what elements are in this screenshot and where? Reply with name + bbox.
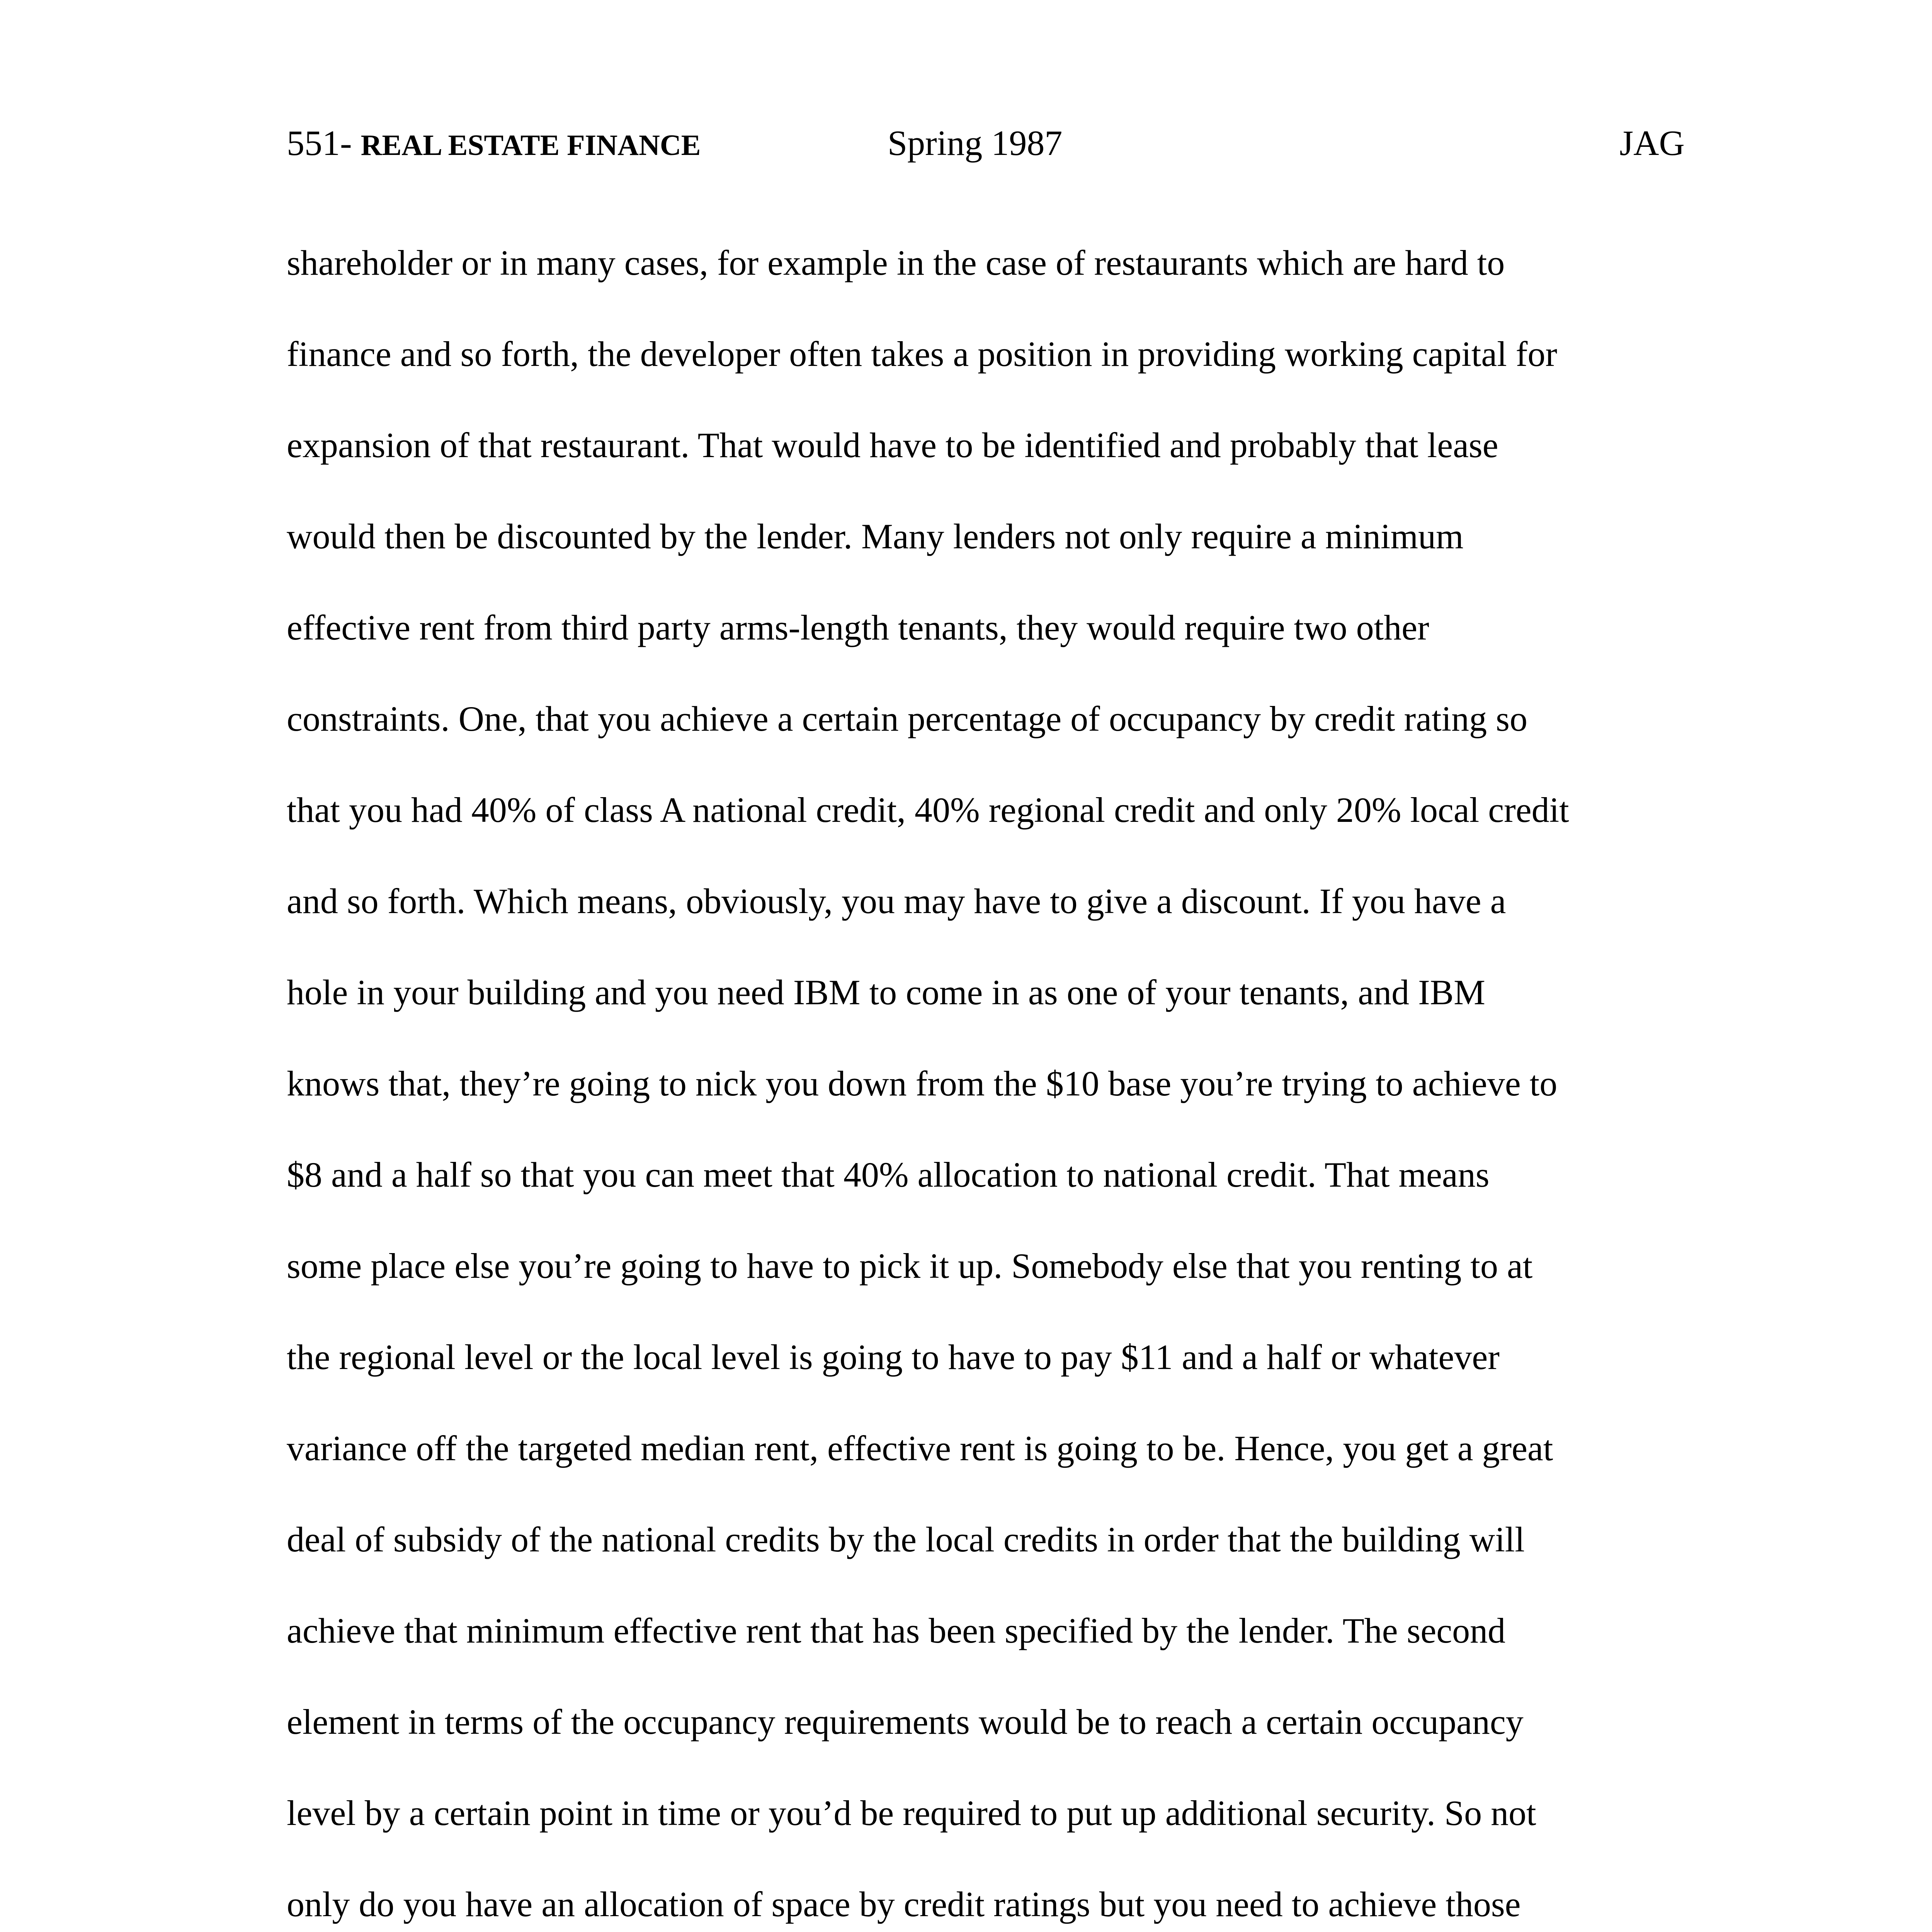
course-heading: [287, 116, 701, 172]
text-line: effective rent from third party arms-length tenants, they would require two other: [287, 608, 1429, 647]
text-line: deal of subsidy of the national credits by the local credits in order that the building will: [287, 1520, 1525, 1559]
course-number: 551-: [287, 123, 361, 163]
text-line: hole in your building and you need IBM to come in as one of your tenants, and IBM: [287, 973, 1485, 1012]
text-line: only do you have an allocation of space by credit ratings but you need to achieve those: [287, 1884, 1521, 1924]
text-line: achieve that minimum effective rent that has been specified by the lender. The second: [287, 1611, 1506, 1650]
text-line: the regional level or the local level is going to have to pay $11 and a half or whatever: [287, 1337, 1500, 1377]
text-line: level by a certain point in time or you’d be required to put up additional security. So not: [287, 1793, 1536, 1833]
text-line: that you had 40% of class A national credit, 40% regional credit and only 20% local credit: [287, 790, 1569, 830]
transcript-body: [287, 217, 1685, 1932]
text-line: constraints. One, that you achieve a certain percentage of occupancy by credit rating so: [287, 699, 1527, 738]
text-line: finance and so forth, the developer often takes a position in providing working capital for: [287, 334, 1558, 374]
semester-label: Spring 1987: [888, 123, 1063, 163]
text-line: variance off the targeted median rent, effective rent is going to be. Hence, you get a great: [287, 1429, 1553, 1468]
page-header: [287, 116, 1685, 170]
text-line: element in terms of the occupancy requirements would be to reach a certain occupancy: [287, 1702, 1524, 1742]
text-line: shareholder or in many cases, for example in the case of restaurants which are hard to: [287, 243, 1505, 282]
text-line: knows that, they’re going to nick you down from the $10 base you’re trying to achieve to: [287, 1064, 1558, 1103]
text-line: and so forth. Which means, obviously, you may have to give a discount. If you have a: [287, 881, 1506, 921]
text-line: some place else you’re going to have to pick it up. Somebody else that you renting to at: [287, 1246, 1533, 1286]
course-title: REAL ESTATE FINANCE: [361, 129, 701, 162]
text-line: expansion of that restaurant. That would have to be identified and probably that lease: [287, 425, 1498, 465]
author-initials: JAG: [1619, 123, 1685, 163]
text-line: $8 and a half so that you can meet that 40% allocation to national credit. That means: [287, 1155, 1490, 1194]
text-line: would then be discounted by the lender. Many lenders not only require a minimum: [287, 517, 1464, 556]
